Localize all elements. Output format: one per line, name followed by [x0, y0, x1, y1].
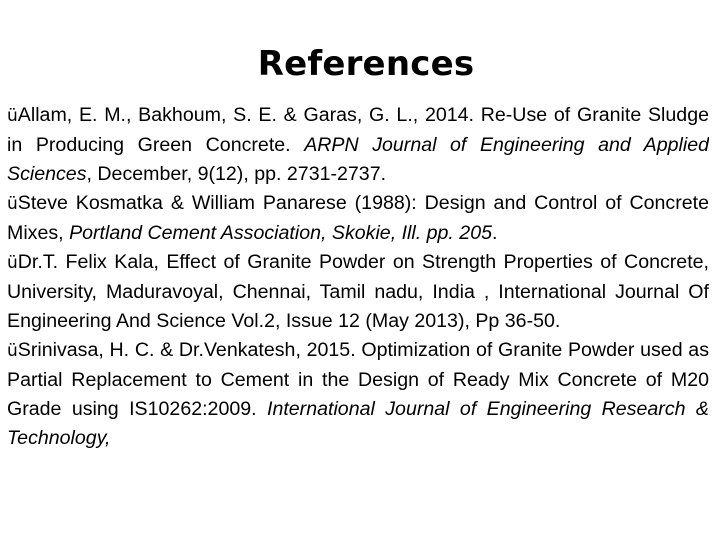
checkmark-bullet-icon: ü	[7, 194, 18, 214]
reference-journal: ARPN Journal of Engineering and Applied Sciences	[7, 134, 709, 185]
reference-authors-title: Srinivasa, H. C. & Dr.Venkatesh, 2015. Optimization of Granite Powder used as Partial Replacement to Cement in the Design of Ready Mix Concrete of M20 Grade using IS10262:2009.	[7, 339, 709, 420]
reference-item	[7, 189, 709, 248]
reference-authors-title: Steve Kosmatka & William Panarese (1988): Design and Control of Concrete Mixes,	[7, 192, 709, 244]
reference-details: .	[492, 222, 498, 244]
checkmark-bullet-icon: ü	[7, 106, 18, 126]
checkmark-bullet-icon: ü	[7, 253, 18, 273]
reference-list	[7, 101, 709, 540]
checkmark-bullet-icon: ü	[7, 341, 18, 361]
reference-item	[7, 336, 709, 453]
reference-item	[7, 248, 709, 336]
reference-publisher: Portland Cement Association, Skokie, Ill. pp. 205	[69, 222, 493, 244]
reference-details: , December, 9(12), pp. 2731-2737.	[86, 163, 387, 185]
reference-text: Dr.T. Felix Kala, Effect of Granite Powder on Strength Properties of Concrete, University, Maduravoyal, Chennai, Tamil nadu, India , International Journal Of Engineering And Science Vol.2, Issue 12 (May 2013), Pp 36-50.	[7, 251, 709, 332]
reference-authors-title: Allam, E. M., Bakhoum, S. E. & Garas, G. L., 2014. Re-Use of Granite Sludge in Producing Green Concrete.	[7, 104, 709, 156]
reference-item	[7, 101, 709, 189]
page-title: References	[257, 44, 475, 84]
reference-journal: International Journal of Engineering Research & Technology,	[7, 398, 709, 449]
